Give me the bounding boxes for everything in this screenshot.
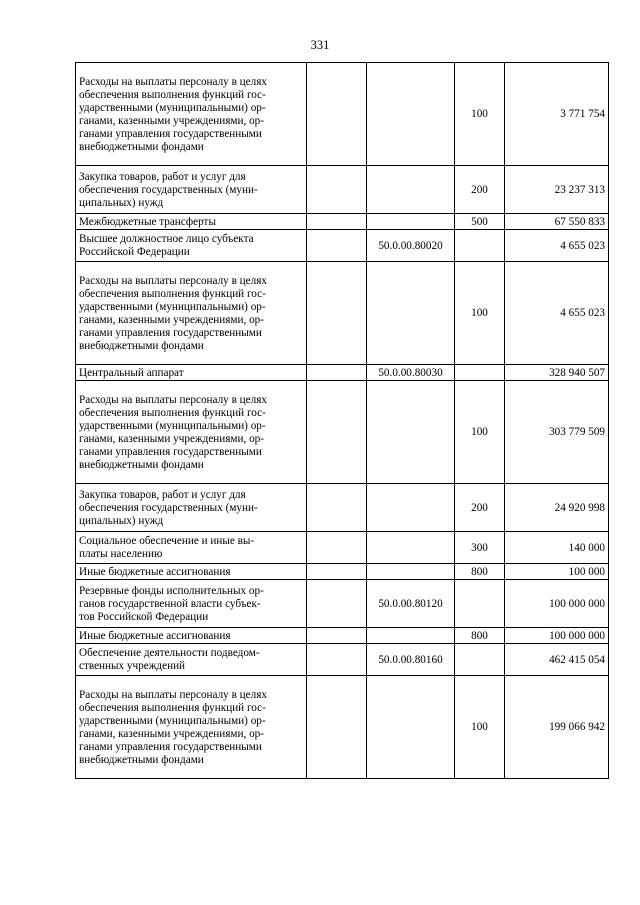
row-type-cell: [455, 365, 505, 381]
row-code-cell: [367, 381, 455, 484]
table-row: [76, 262, 609, 365]
row-code-cell: [367, 166, 455, 214]
row-code-cell: 50.0.00.80160: [367, 644, 455, 676]
table-row: [76, 628, 609, 644]
row-name-cell: Высшее должностное лицо субъекта Российской Федерации: [76, 230, 307, 262]
row-code-cell: [367, 532, 455, 564]
row-type-cell: 500: [455, 214, 505, 230]
table-row: [76, 63, 609, 166]
row-name-cell: Расходы на выплаты персоналу в целях обеспечения выполнения функций гос- ударственными (муниципальными) ор- ганами, казенными учреждениями, ор- ганами управления государственными внебюджетными фондами: [76, 676, 307, 779]
row-sum-cell: 4 655 023: [505, 230, 609, 262]
row-empty-cell: [307, 230, 367, 262]
row-sum-cell: 462 415 054: [505, 644, 609, 676]
table-row: [76, 580, 609, 628]
row-code-cell: 50.0.00.80030: [367, 365, 455, 381]
table-row: [76, 564, 609, 580]
table-row: [76, 532, 609, 564]
row-name-cell: Резервные фонды исполнительных ор- ганов государственной власти субъек- тов Российской Федерации: [76, 580, 307, 628]
row-name-cell: Межбюджетные трансферты: [76, 214, 307, 230]
row-sum-cell: 303 779 509: [505, 381, 609, 484]
row-empty-cell: [307, 532, 367, 564]
table-body: [76, 63, 609, 779]
budget-table: [75, 62, 609, 779]
row-name-cell: Закупка товаров, работ и услуг для обеспечения государственных (муни- ципальных) нужд: [76, 166, 307, 214]
row-name-cell: Закупка товаров, работ и услуг для обеспечения государственных (муни- ципальных) нужд: [76, 484, 307, 532]
table-row: [76, 676, 609, 779]
row-code-cell: [367, 214, 455, 230]
table-row: [76, 230, 609, 262]
row-name-cell: Расходы на выплаты персоналу в целях обеспечения выполнения функций гос- ударственными (муниципальными) ор- ганами, казенными учреждениями, ор- ганами управления государственными внебюджетными фондами: [76, 381, 307, 484]
row-sum-cell: 4 655 023: [505, 262, 609, 365]
row-sum-cell: 23 237 313: [505, 166, 609, 214]
table-row: [76, 214, 609, 230]
row-name-cell: Обеспечение деятельности подведом- ственных учреждений: [76, 644, 307, 676]
row-name-cell: Расходы на выплаты персоналу в целях обеспечения выполнения функций гос- ударственными (муниципальными) ор- ганами, казенными учреждениями, ор- ганами управления государственными внебюджетными фондами: [76, 262, 307, 365]
row-name-cell: Социальное обеспечение и иные вы- платы населению: [76, 532, 307, 564]
row-empty-cell: [307, 214, 367, 230]
table-row: [76, 365, 609, 381]
row-code-cell: [367, 628, 455, 644]
row-empty-cell: [307, 644, 367, 676]
table-row: [76, 484, 609, 532]
row-type-cell: 800: [455, 564, 505, 580]
row-type-cell: [455, 230, 505, 262]
row-sum-cell: 3 771 754: [505, 63, 609, 166]
page-number: 331: [310, 38, 330, 52]
row-type-cell: 100: [455, 676, 505, 779]
row-sum-cell: 328 940 507: [505, 365, 609, 381]
row-type-cell: 300: [455, 532, 505, 564]
table-row: [76, 166, 609, 214]
table-row: [76, 644, 609, 676]
row-empty-cell: [307, 381, 367, 484]
row-sum-cell: 199 066 942: [505, 676, 609, 779]
row-sum-cell: 24 920 998: [505, 484, 609, 532]
row-empty-cell: [307, 262, 367, 365]
row-type-cell: 100: [455, 381, 505, 484]
row-code-cell: 50.0.00.80120: [367, 580, 455, 628]
row-empty-cell: [307, 484, 367, 532]
row-sum-cell: 100 000 000: [505, 628, 609, 644]
row-type-cell: 800: [455, 628, 505, 644]
row-empty-cell: [307, 676, 367, 779]
row-type-cell: 100: [455, 262, 505, 365]
row-type-cell: 200: [455, 166, 505, 214]
row-name-cell: Расходы на выплаты персоналу в целях обеспечения выполнения функций гос- ударственными (муниципальными) ор- ганами, казенными учреждениями, ор- ганами управления государственными внебюджетными фондами: [76, 63, 307, 166]
row-code-cell: [367, 262, 455, 365]
row-sum-cell: 67 550 833: [505, 214, 609, 230]
row-empty-cell: [307, 63, 367, 166]
row-name-cell: Иные бюджетные ассигнования: [76, 564, 307, 580]
row-code-cell: [367, 676, 455, 779]
row-type-cell: [455, 580, 505, 628]
row-sum-cell: 100 000: [505, 564, 609, 580]
row-empty-cell: [307, 365, 367, 381]
row-empty-cell: [307, 628, 367, 644]
row-code-cell: [367, 484, 455, 532]
row-name-cell: Центральный аппарат: [76, 365, 307, 381]
row-type-cell: 100: [455, 63, 505, 166]
row-sum-cell: 100 000 000: [505, 580, 609, 628]
row-empty-cell: [307, 564, 367, 580]
table-row: [76, 381, 609, 484]
row-code-cell: [367, 564, 455, 580]
row-type-cell: [455, 644, 505, 676]
row-empty-cell: [307, 580, 367, 628]
row-code-cell: 50.0.00.80020: [367, 230, 455, 262]
row-sum-cell: 140 000: [505, 532, 609, 564]
row-name-cell: Иные бюджетные ассигнования: [76, 628, 307, 644]
row-empty-cell: [307, 166, 367, 214]
row-type-cell: 200: [455, 484, 505, 532]
row-code-cell: [367, 63, 455, 166]
